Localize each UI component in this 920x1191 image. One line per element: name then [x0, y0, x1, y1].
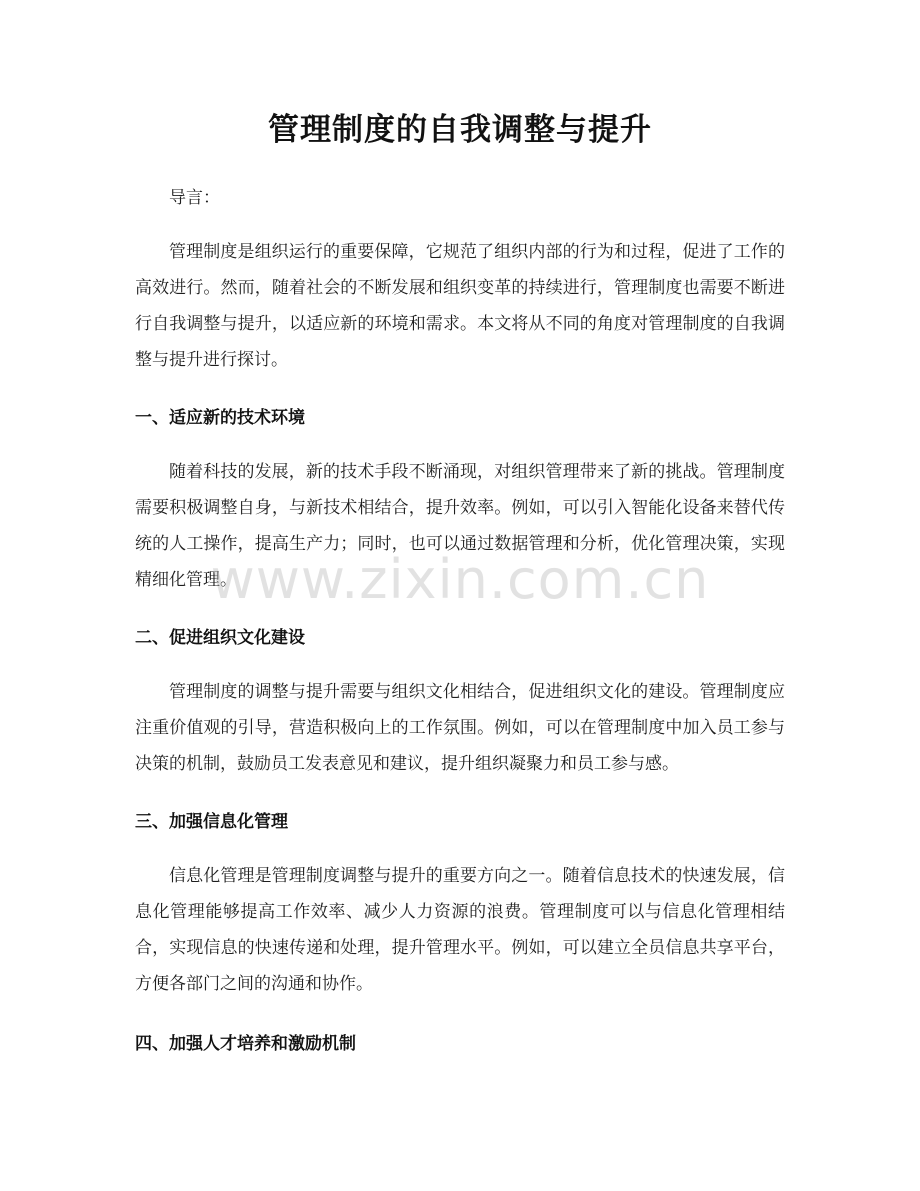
section-heading-2: 二、促进组织文化建设	[135, 628, 305, 648]
section-body-1: 随着科技的发展，新的技术手段不断涌现，对组织管理带来了新的挑战。管理制度需要积极调整自身，与新技术相结合，提升效率。例如，可以引入智能化设备来替代传统的人工操作，提高生产力；同时，也可以通过数据管理和分析，优化管理决策，实现精细化管理。	[135, 462, 785, 590]
document-title: 管理制度的自我调整与提升	[268, 112, 652, 148]
section-body-2: 管理制度的调整与提升需要与组织文化相结合，促进组织文化的建设。管理制度应注重价值观的引导，营造积极向上的工作氛围。例如，可以在管理制度中加入员工参与决策的机制，鼓励员工发表意见和建议，提升组织凝聚力和员工参与感。	[135, 682, 785, 774]
intro-paragraph: 管理制度是组织运行的重要保障，它规范了组织内部的行为和过程，促进了工作的高效进行。然而，随着社会的不断发展和组织变革的持续进行，管理制度也需要不断进行自我调整与提升，以适应新的环境和需求。本文将从不同的角度对管理制度的自我调整与提升进行探讨。	[135, 242, 785, 370]
watermark-text: www.zixin.com.cn	[210, 548, 710, 611]
section-heading-1: 一、适应新的技术环境	[135, 408, 305, 428]
section-heading-4: 四、加强人才培养和激励机制	[135, 1034, 356, 1054]
document-body	[135, 180, 785, 1062]
section-heading-3: 三、加强信息化管理	[135, 812, 288, 832]
intro-label: 导言：	[169, 188, 220, 208]
section-body-3: 信息化管理是管理制度调整与提升的重要方向之一。随着信息技术的快速发展，信息化管理能够提高工作效率、减少人力资源的浪费。管理制度可以与信息化管理相结合，实现信息的快速传递和处理，提升管理水平。例如，可以建立全员信息共享平台，方便各部门之间的沟通和协作。	[135, 866, 785, 994]
